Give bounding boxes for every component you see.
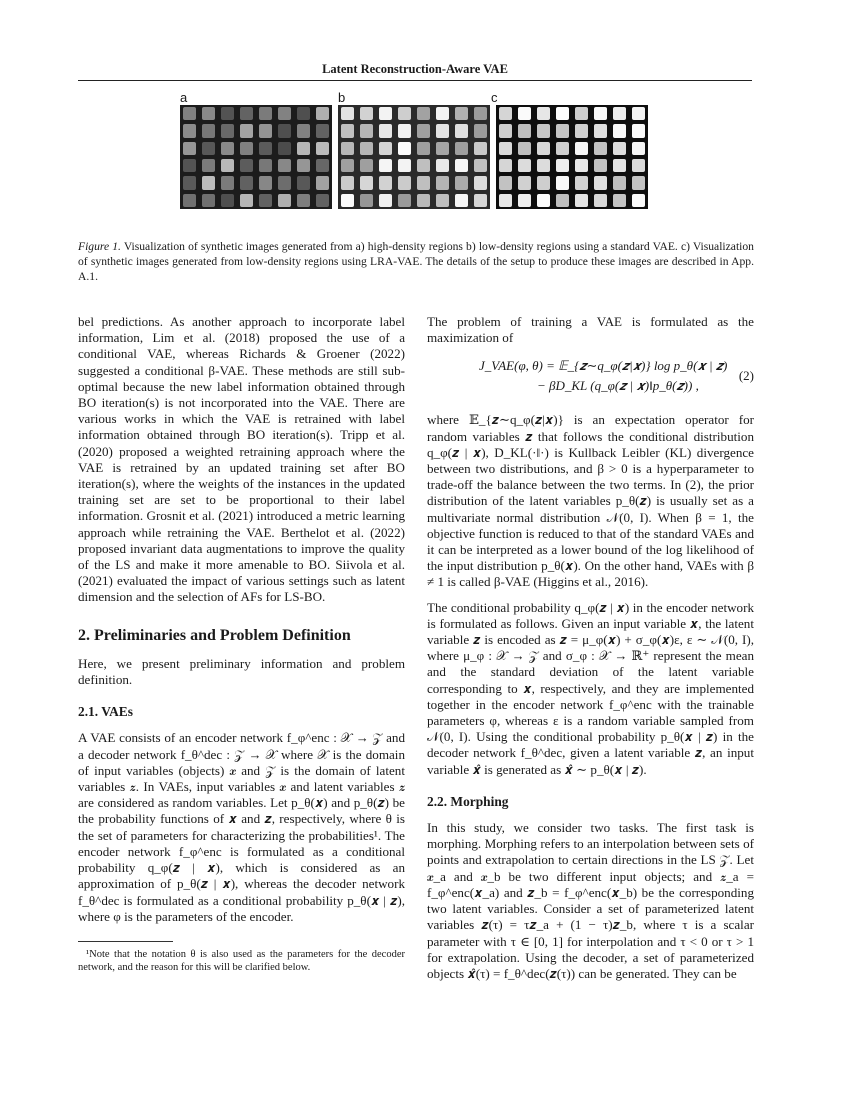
thumbnail [221,159,234,172]
thumbnail [183,194,196,207]
thumbnail [474,159,487,172]
thumbnail [278,194,291,207]
thumbnail [278,142,291,155]
thumbnail [341,176,354,189]
thumbnail [632,176,645,189]
thumbnail [316,176,329,189]
thumbnail [594,176,607,189]
thumbnail [436,176,449,189]
thumbnail [556,142,569,155]
thumbnail [278,124,291,137]
thumbnail [556,159,569,172]
subsection-heading-vaes: 2.1. VAEs [78,704,133,720]
panel-label-a: a [180,90,188,105]
thumbnail [417,159,430,172]
thumbnail [341,142,354,155]
thumbnail [398,124,411,137]
thumbnail [240,159,253,172]
thumbnail [436,194,449,207]
thumbnail [259,124,272,137]
thumbnail [556,194,569,207]
thumbnail [518,194,531,207]
thumbnail [259,107,272,120]
thumbnail [594,194,607,207]
thumbnail [474,107,487,120]
thumbnail [316,159,329,172]
thumbnail [474,176,487,189]
thumbnail [436,107,449,120]
subsection-heading-morphing: 2.2. Morphing [427,793,509,809]
thumbnail [613,107,626,120]
thumbnail [518,142,531,155]
thumbnail [556,124,569,137]
section-heading: 2. Preliminaries and Problem Definition [78,626,351,644]
caption-label: Figure 1. [78,240,121,253]
thumbnail [436,124,449,137]
thumbnail [499,107,512,120]
thumbnail [240,107,253,120]
thumbnail [297,159,310,172]
thumbnail [221,107,234,120]
thumbnail [474,142,487,155]
thumbnail [379,124,392,137]
thumbnail [417,176,430,189]
thumbnail [455,176,468,189]
thumbnail [398,194,411,207]
thumbnail [455,142,468,155]
thumbnail [518,176,531,189]
thumbnail [240,142,253,155]
left-column [78,314,405,974]
thumbnail [183,159,196,172]
thumbnail [499,194,512,207]
thumbnail [183,142,196,155]
equation-line-2: − βD_KL (q_φ(𝒛 | 𝒙)‖p_θ(𝒛)) , [537,378,699,394]
thumbnail [556,176,569,189]
equation-line-1: J_VAE(φ, θ) = 𝔼_{𝒛∼q_φ(𝒛|𝒙)} log p_θ(𝒙 | 𝒛) [479,358,728,374]
thumbnail [594,107,607,120]
thumbnail [632,142,645,155]
thumbnail [202,107,215,120]
thumbnail [240,194,253,207]
thumbnail [278,159,291,172]
panel-c-image-grid [496,105,648,209]
thumbnail [278,107,291,120]
thumbnail [417,107,430,120]
thumbnail [613,142,626,155]
thumbnail [221,124,234,137]
thumbnail [575,124,588,137]
thumbnail [518,124,531,137]
thumbnail [499,142,512,155]
thumbnail [632,159,645,172]
thumbnail [455,159,468,172]
thumbnail [202,124,215,137]
thumbnail [575,107,588,120]
thumbnail [259,194,272,207]
thumbnail [499,124,512,137]
thumbnail [183,176,196,189]
paragraph-related-work: bel predictions. As another approach to incorporate label information, Lim et al. (2018) proposed the use of a conditional VAE, whereas Richards & Groener (2022) suggested a conditional β-VAE. These methods are still sub-optimal because the new label information obtained through BO iteration(s) is not incorporated into the VAE. There are various works in which the VAE is retrained with label information obtained through BO iteration(s). Tripp et al. (2020) proposed a weighted retraining approach where the VAE is retrained by an updated training set after BO iteration(s), where the weights of the instances in the updated training set are set to be proportional to their label information. Grosnit et al. (2021) introduced a metric learning approach while retraining the VAE. Berthelot et al. (2022) proposed invariant data augmentations to improve the quality of the LS and make it more amenable to BO. Siivola et al. (2021) evaluated the impact of various settings such as latent dimension and the selection of AFs for LS-BO. [78,314,405,605]
caption-text: Visualization of synthetic images generated from a) high-density regions b) low-density regions using a standard VAE. c) Visualization of synthetic images generated from low-density regions using LRA-VAE. The details of the setup to produce these images are described in App. A.1. [78,240,754,283]
thumbnail [613,159,626,172]
panel-b-image-grid [338,105,490,209]
thumbnail [613,194,626,207]
thumbnail [594,124,607,137]
thumbnail [537,194,550,207]
thumbnail [537,107,550,120]
thumbnail [259,176,272,189]
equation-2 [427,358,754,398]
panel-a-image-grid [180,105,332,209]
thumbnail [297,194,310,207]
thumbnail [360,159,373,172]
thumbnail [436,159,449,172]
thumbnail [575,159,588,172]
thumbnail [183,107,196,120]
paragraph-section-intro: Here, we present preliminary information and problem definition. [78,655,405,688]
thumbnail [594,159,607,172]
thumbnail [202,176,215,189]
thumbnail [360,194,373,207]
thumbnail [398,142,411,155]
thumbnail [537,176,550,189]
thumbnail [575,194,588,207]
thumbnail [632,124,645,137]
equation-number: (2) [738,368,754,384]
thumbnail [398,159,411,172]
running-header: Latent Reconstruction-Aware VAE [322,62,508,76]
thumbnail [316,107,329,120]
thumbnail [360,176,373,189]
thumbnail [379,194,392,207]
thumbnail [417,194,430,207]
thumbnail [316,124,329,137]
thumbnail [221,142,234,155]
thumbnail [499,159,512,172]
thumbnail [537,124,550,137]
thumbnail [613,124,626,137]
thumbnail [297,176,310,189]
thumbnail [221,194,234,207]
thumbnail [537,142,550,155]
thumbnail [240,124,253,137]
header-rule [78,80,752,81]
thumbnail [455,124,468,137]
thumbnail [202,142,215,155]
thumbnail [341,194,354,207]
thumbnail [341,124,354,137]
paragraph-morphing: In this study, we consider two tasks. The first task is morphing. Morphing refers to an interpolation between sets of points and extrapolation to certain directions in the LS 𝒵. Let 𝒙_a and 𝒙_b be two different input objects; and 𝒛_a = f_φ^enc(𝒙_a) and 𝒛_b = f_φ^enc(𝒙_b) be the corresponding two latent variables. Consider a set of parameterized latent variables 𝒛(τ) = τ𝒛_a + (1 − τ)𝒛_b, where τ is a scalar parameter with τ ∈ [0, 1] for interpolation and τ < 0 or τ > 1 for extrapolation. Using the decoder, a set of parameterized objects 𝒙̂(τ) = f_θ^dec(𝒛(τ)) can be generated. They can be [427,820,754,981]
thumbnail [398,176,411,189]
thumbnail [613,176,626,189]
thumbnail [297,142,310,155]
thumbnail [499,176,512,189]
thumbnail [360,124,373,137]
thumbnail [202,194,215,207]
thumbnail [316,194,329,207]
thumbnail [379,176,392,189]
thumbnail [259,142,272,155]
thumbnail [455,107,468,120]
thumbnail [183,124,196,137]
thumbnail [221,176,234,189]
paragraph-problem: The problem of training a VAE is formulated as the maximization of [427,314,754,346]
figure-caption [78,239,754,284]
thumbnail [202,159,215,172]
thumbnail [594,142,607,155]
thumbnail [575,142,588,155]
panel-label-b: b [338,90,346,105]
thumbnail [632,107,645,120]
thumbnail [398,107,411,120]
paragraph-conditional: The conditional probability q_φ(𝒛 | 𝒙) in the encoder network is formulated as follows. Given an input variable 𝒙, the latent variable 𝒛 is encoded as 𝒛 = μ_φ(𝒙) + σ_φ(𝒙)ε, ε ∼ 𝒩(0, I), where μ_φ : 𝒳 → 𝒵 and σ_φ : 𝒳 → ℝ⁺ represent the mean and the standard deviation of the latent variable corresponding to 𝒙, respectively, and they are implemented together in the encoder network f_φ^enc with the trainable parameters φ, whereas ε is a random variable sampled from 𝒩(0, I). Using the conditional probability p_θ(𝒙 | 𝒛) in the decoder network f_θ^dec, given a latent variable 𝒛, an input variable 𝒙̂ is generated as 𝒙̂ ∼ p_θ(𝒙 | 𝒛). [427,599,754,777]
footnote-rule [78,941,173,942]
thumbnail [360,107,373,120]
thumbnail [455,194,468,207]
thumbnail [341,159,354,172]
paragraph-where: where 𝔼_{𝒛∼q_φ(𝒛|𝒙)} is an expectation operator for random variables 𝒛 that follows the conditional distribution q_φ(𝒛 | 𝒙), D_KL(·‖·) is Kullback Leibler (KL) divergence between two distributions, and β > 0 is a hyperparameter to trade-off the balance between the two terms. In (2), the prior distribution of the latent variables p_θ(𝒛) is usually set as a multivariate normal distribution 𝒩(0, I). When β = 1, the objective function is reduced to that of the standard VAEs and it can be interpreted as a lower bound of the log likelihood of the input distribution p_θ(𝒙). On the other hand, VAEs with β ≠ 1 is called β-VAE (Higgins et al., 2016). [427,412,754,590]
thumbnail [417,124,430,137]
thumbnail [379,159,392,172]
thumbnail [316,142,329,155]
thumbnail [575,176,588,189]
thumbnail [278,176,291,189]
thumbnail [259,159,272,172]
thumbnail [360,142,373,155]
thumbnail [537,159,550,172]
thumbnail [379,142,392,155]
thumbnail [341,107,354,120]
thumbnail [556,107,569,120]
thumbnail [436,142,449,155]
thumbnail [297,124,310,137]
panel-label-c: c [491,90,498,105]
footnote: ¹Note that the notation θ is also used as the parameters for the decoder network, and the reason for this will be clarified below. [78,948,405,973]
thumbnail [474,124,487,137]
thumbnail [417,142,430,155]
paragraph-vae-definition: A VAE consists of an encoder network f_φ^enc : 𝒳 → 𝒵 and a decoder network f_θ^dec : 𝒵 → 𝒳 where 𝒳 is the domain of input variables (objects) 𝒙 and 𝒵 is the domain of latent variables 𝒛. In VAEs, input variables 𝒙 and latent variables 𝒛 are considered as random variables. Let p_θ(𝒙) and p_θ(𝒛) be the probability functions of 𝒙 and 𝒛, respectively, where θ is the set of parameters for characterizing the probabilities¹. The encoder network f_φ^enc is formulated as a conditional probability q_φ(𝒛 | 𝒙), which is considered as an approximation of p_θ(𝒛 | 𝒙), whereas the decoder network f_θ^dec is formulated as a conditional probability p_θ(𝒙 | 𝒛), where φ is the parameters of the encoder. [78,730,405,924]
thumbnail [518,107,531,120]
right-column [427,314,754,991]
thumbnail [297,107,310,120]
thumbnail [474,194,487,207]
thumbnail [632,194,645,207]
thumbnail [240,176,253,189]
thumbnail [518,159,531,172]
thumbnail [379,107,392,120]
